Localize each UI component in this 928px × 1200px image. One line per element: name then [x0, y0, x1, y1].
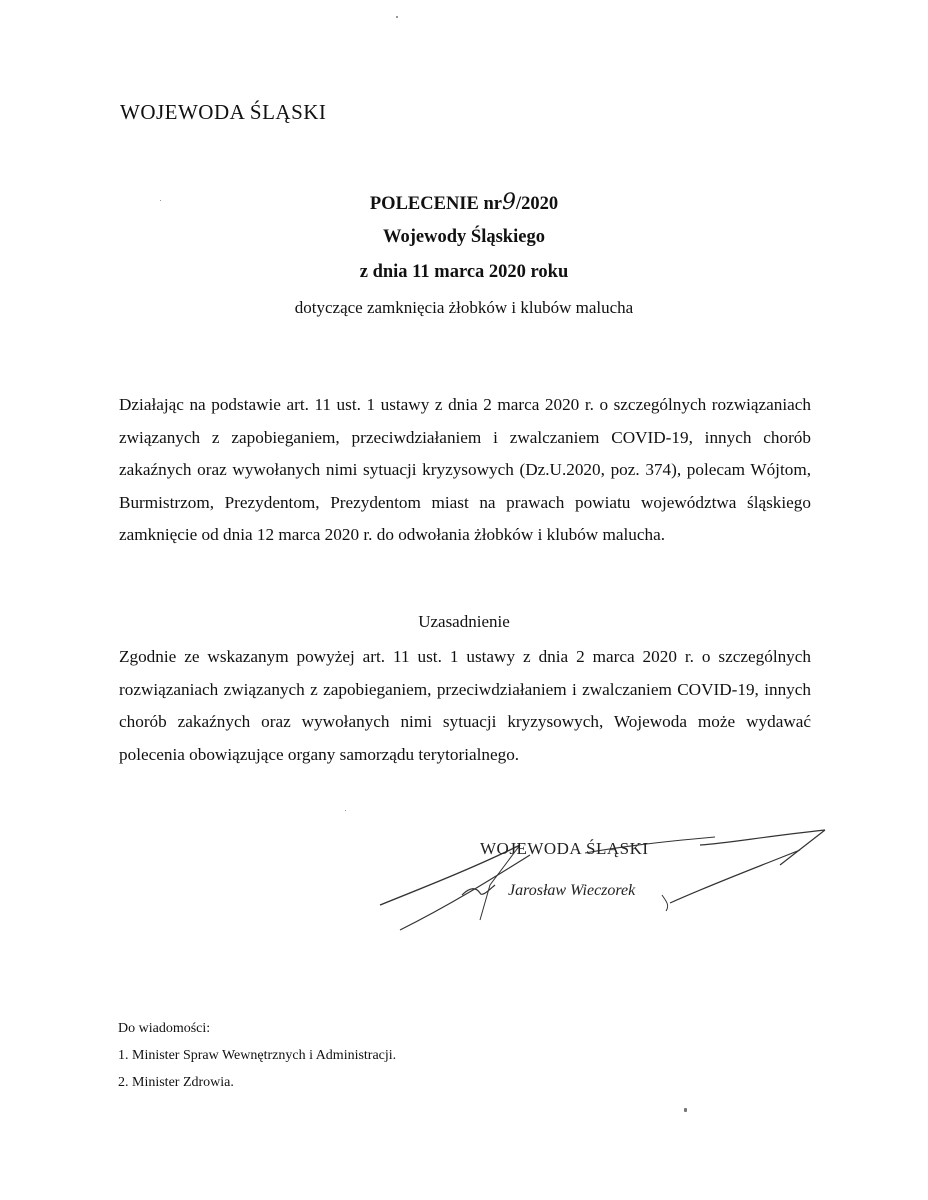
justification-paragraph: Zgodnie ze wskazanym powyżej art. 11 ust. 1 ustawy z dnia 2 marca 2020 r. o szczególnych rozwiązaniach związanych z zapobieganiem, przeciwdziałaniem i zwalczaniem COVID-19, innych chorób zakaźnych oraz wywołanych nimi sytuacji kryzysowych, Wojewoda może wydawać polecenia obowiązujące organy samorządu terytorialnego. — [119, 647, 811, 764]
signature-stamp-name: Jarosław Wieczorek — [508, 882, 636, 899]
signature-block — [370, 825, 840, 945]
signature-stamp-title: WOJEWODA ŚLĄSKI — [480, 839, 649, 858]
notification-list — [118, 1015, 396, 1096]
scan-speck — [345, 810, 346, 811]
notification-item: 2. Minister Zdrowia. — [118, 1075, 234, 1090]
issuing-authority: Wojewody Śląskiego — [383, 227, 545, 247]
justification-heading: Uzasadnienie — [418, 612, 510, 631]
document-title — [0, 190, 928, 215]
scan-speck — [684, 1108, 687, 1112]
doc-type-suffix: /2020 — [515, 194, 559, 214]
document-date: z dnia 11 marca 2020 roku — [359, 262, 569, 282]
notification-heading: Do wiadomości: — [118, 1021, 211, 1036]
document-subject: dotyczące zamknięcia żłobków i klubów malucha — [294, 298, 634, 317]
doc-type-prefix: POLECENIE nr — [369, 194, 502, 214]
issuer-heading: WOJEWODA ŚLĄSKI — [120, 100, 327, 124]
scan-speck — [396, 16, 398, 18]
notification-item: 1. Minister Spraw Wewnętrznych i Administracji. — [118, 1048, 397, 1063]
handwritten-order-number: 9 — [501, 190, 516, 215]
order-body-paragraph: Działając na podstawie art. 11 ust. 1 ustawy z dnia 2 marca 2020 r. o szczególnych rozwiązaniach związanych z zapobieganiem, przeciwdziałaniem i zwalczaniem COVID-19, innych chorób zakaźnych oraz wywołanych nimi sytuacji kryzysowych (Dz.U.2020, poz. 374), polecam Wójtom, Burmistrzom, Prezydentom, Prezydentom miast na prawach powiatu województwa śląskiego zamknięcie od dnia 12 marca 2020 r. do odwołania żłobków i klubów malucha. — [119, 395, 811, 544]
